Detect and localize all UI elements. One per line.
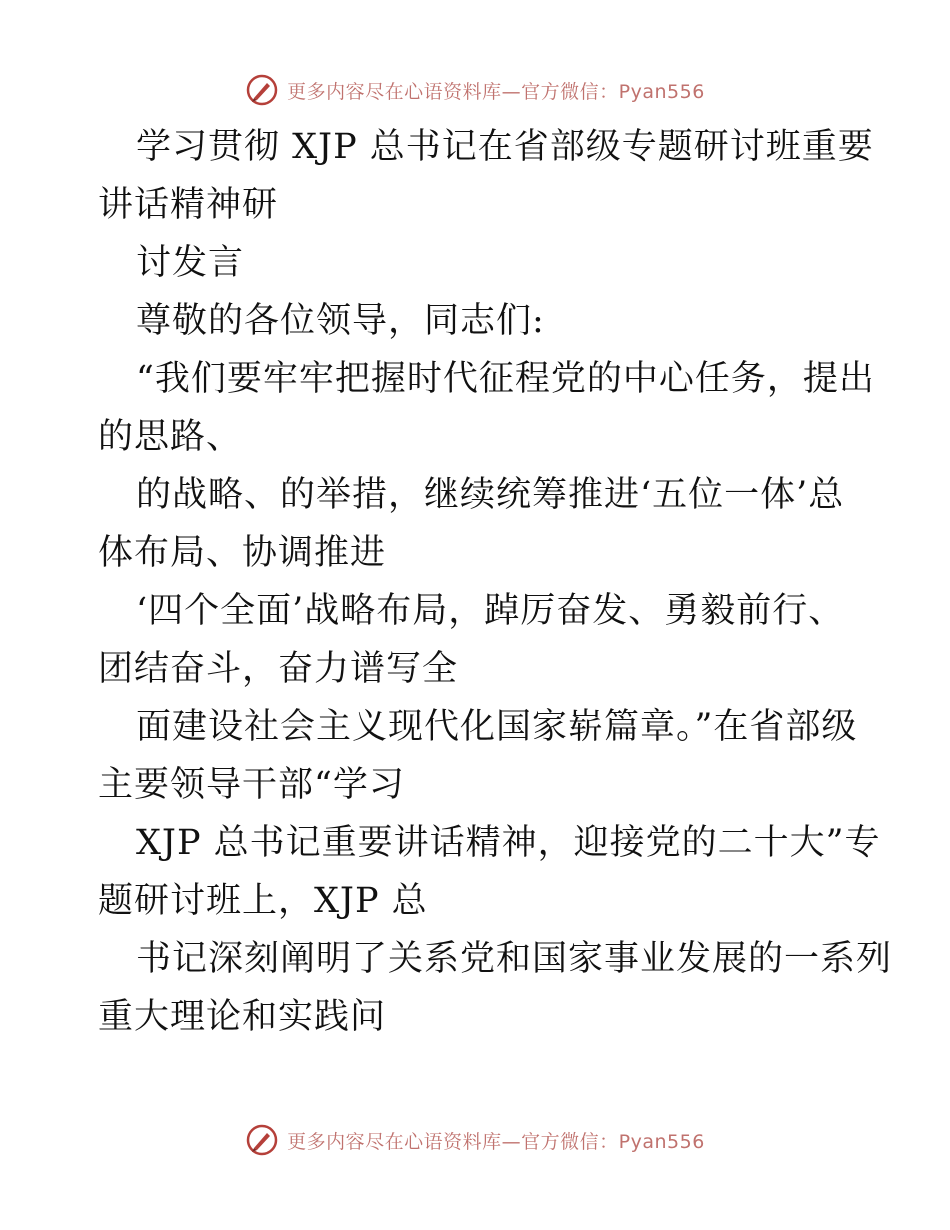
document-line: 重大理论和实践问: [98, 997, 387, 1037]
footer-watermark: [0, 1120, 950, 1160]
document-line: 面建设社会主义现代化国家崭篇章。”在省部级: [136, 707, 858, 747]
document-body: [98, 118, 893, 1046]
document-line: 体布局、协调推进: [98, 533, 387, 573]
document-line: 学习贯彻 XJP 总书记在省部级专题研讨班重要: [136, 127, 874, 167]
document-line: 主要领导干部“学习: [98, 765, 405, 805]
document-line: ‘四个全面’战略布局，踔厉奋发、勇毅前行、: [136, 591, 845, 631]
document-line: 书记深刻阐明了关系党和国家事业发展的一系列: [136, 939, 893, 979]
pen-logo-icon: [245, 73, 279, 107]
watermark-text: 更多内容尽在心语资料库—官方微信：Pyan556: [287, 1130, 705, 1153]
document-line: 的思路、: [98, 417, 243, 457]
document-line: 尊敬的各位领导，同志们:: [136, 301, 545, 341]
document-line: 讲话精神研: [98, 185, 279, 225]
watermark-text: 更多内容尽在心语资料库—官方微信：Pyan556: [287, 80, 705, 103]
document-line: 团结奋斗，奋力谱写全: [98, 649, 459, 689]
document-line: 讨发言: [136, 243, 245, 283]
document-line: 的战略、的举措，继续统筹推进‘五位一体’总: [136, 475, 845, 515]
document-line: 题研讨班上，XJP 总: [98, 881, 428, 921]
header-watermark: [0, 70, 950, 110]
pen-logo-icon: [245, 1123, 279, 1157]
document-line: “我们要牢牢把握时代征程党的中心任务，提出: [136, 359, 875, 399]
document-line: XJP 总书记重要讲话精神，迎接党的二十大”专: [136, 823, 881, 863]
